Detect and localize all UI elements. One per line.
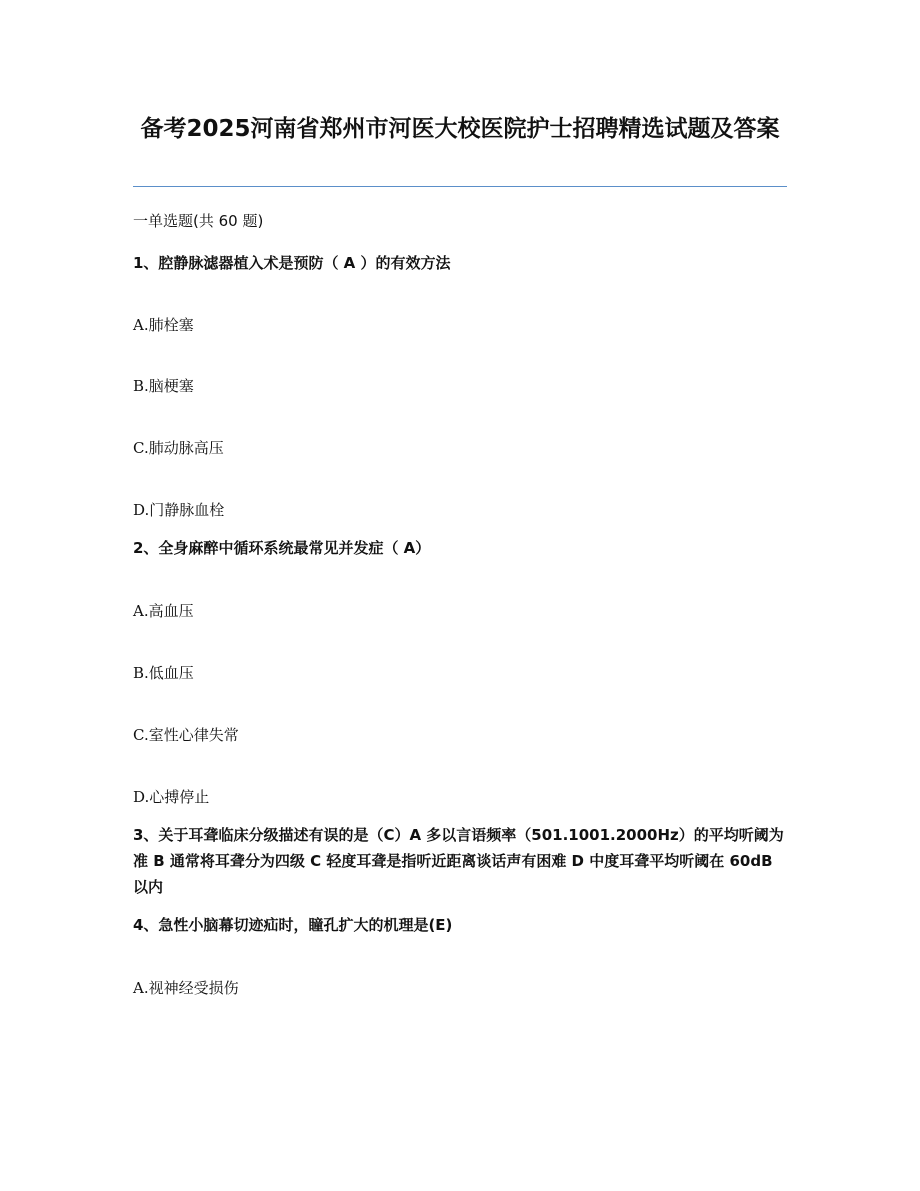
document-title: 备考2025河南省郑州市河医大校医院护士招聘精选试题及答案 <box>140 116 780 142</box>
question-1-option-a: A.肺栓塞 <box>133 316 194 334</box>
question-3-stem: 3、关于耳聋临床分级描述有误的是（C）A 多以言语频率（501.1001.2000Hz）的平均听阈为准 B 通常将耳聋分为四级 C 轻度耳聋是指听近距离谈话声有困难 D 中度耳聋平均听阈在 60dB 以内 <box>133 826 784 896</box>
question-2-option-a: A.高血压 <box>133 602 194 620</box>
question-1-option-b: B.脑梗塞 <box>133 377 194 395</box>
title-divider <box>133 186 787 187</box>
section-heading: 一单选题(共 60 题) <box>133 212 264 230</box>
question-2-stem: 2、全身麻醉中循环系统最常见并发症（ A） <box>133 539 431 557</box>
question-4-stem: 4、急性小脑幕切迹疝时，瞳孔扩大的机理是(E) <box>133 916 453 934</box>
question-4-option-a: A.视神经受损伤 <box>133 979 239 997</box>
question-2-option-d: D.心搏停止 <box>133 788 210 806</box>
question-2-option-b: B.低血压 <box>133 664 194 682</box>
question-2-option-c: C.室性心律失常 <box>133 726 239 744</box>
question-1-option-d: D.门静脉血栓 <box>133 501 225 519</box>
question-1-option-c: C.肺动脉高压 <box>133 439 224 457</box>
question-1-stem: 1、腔静脉滤器植入术是预防（ A ）的有效方法 <box>133 254 451 272</box>
